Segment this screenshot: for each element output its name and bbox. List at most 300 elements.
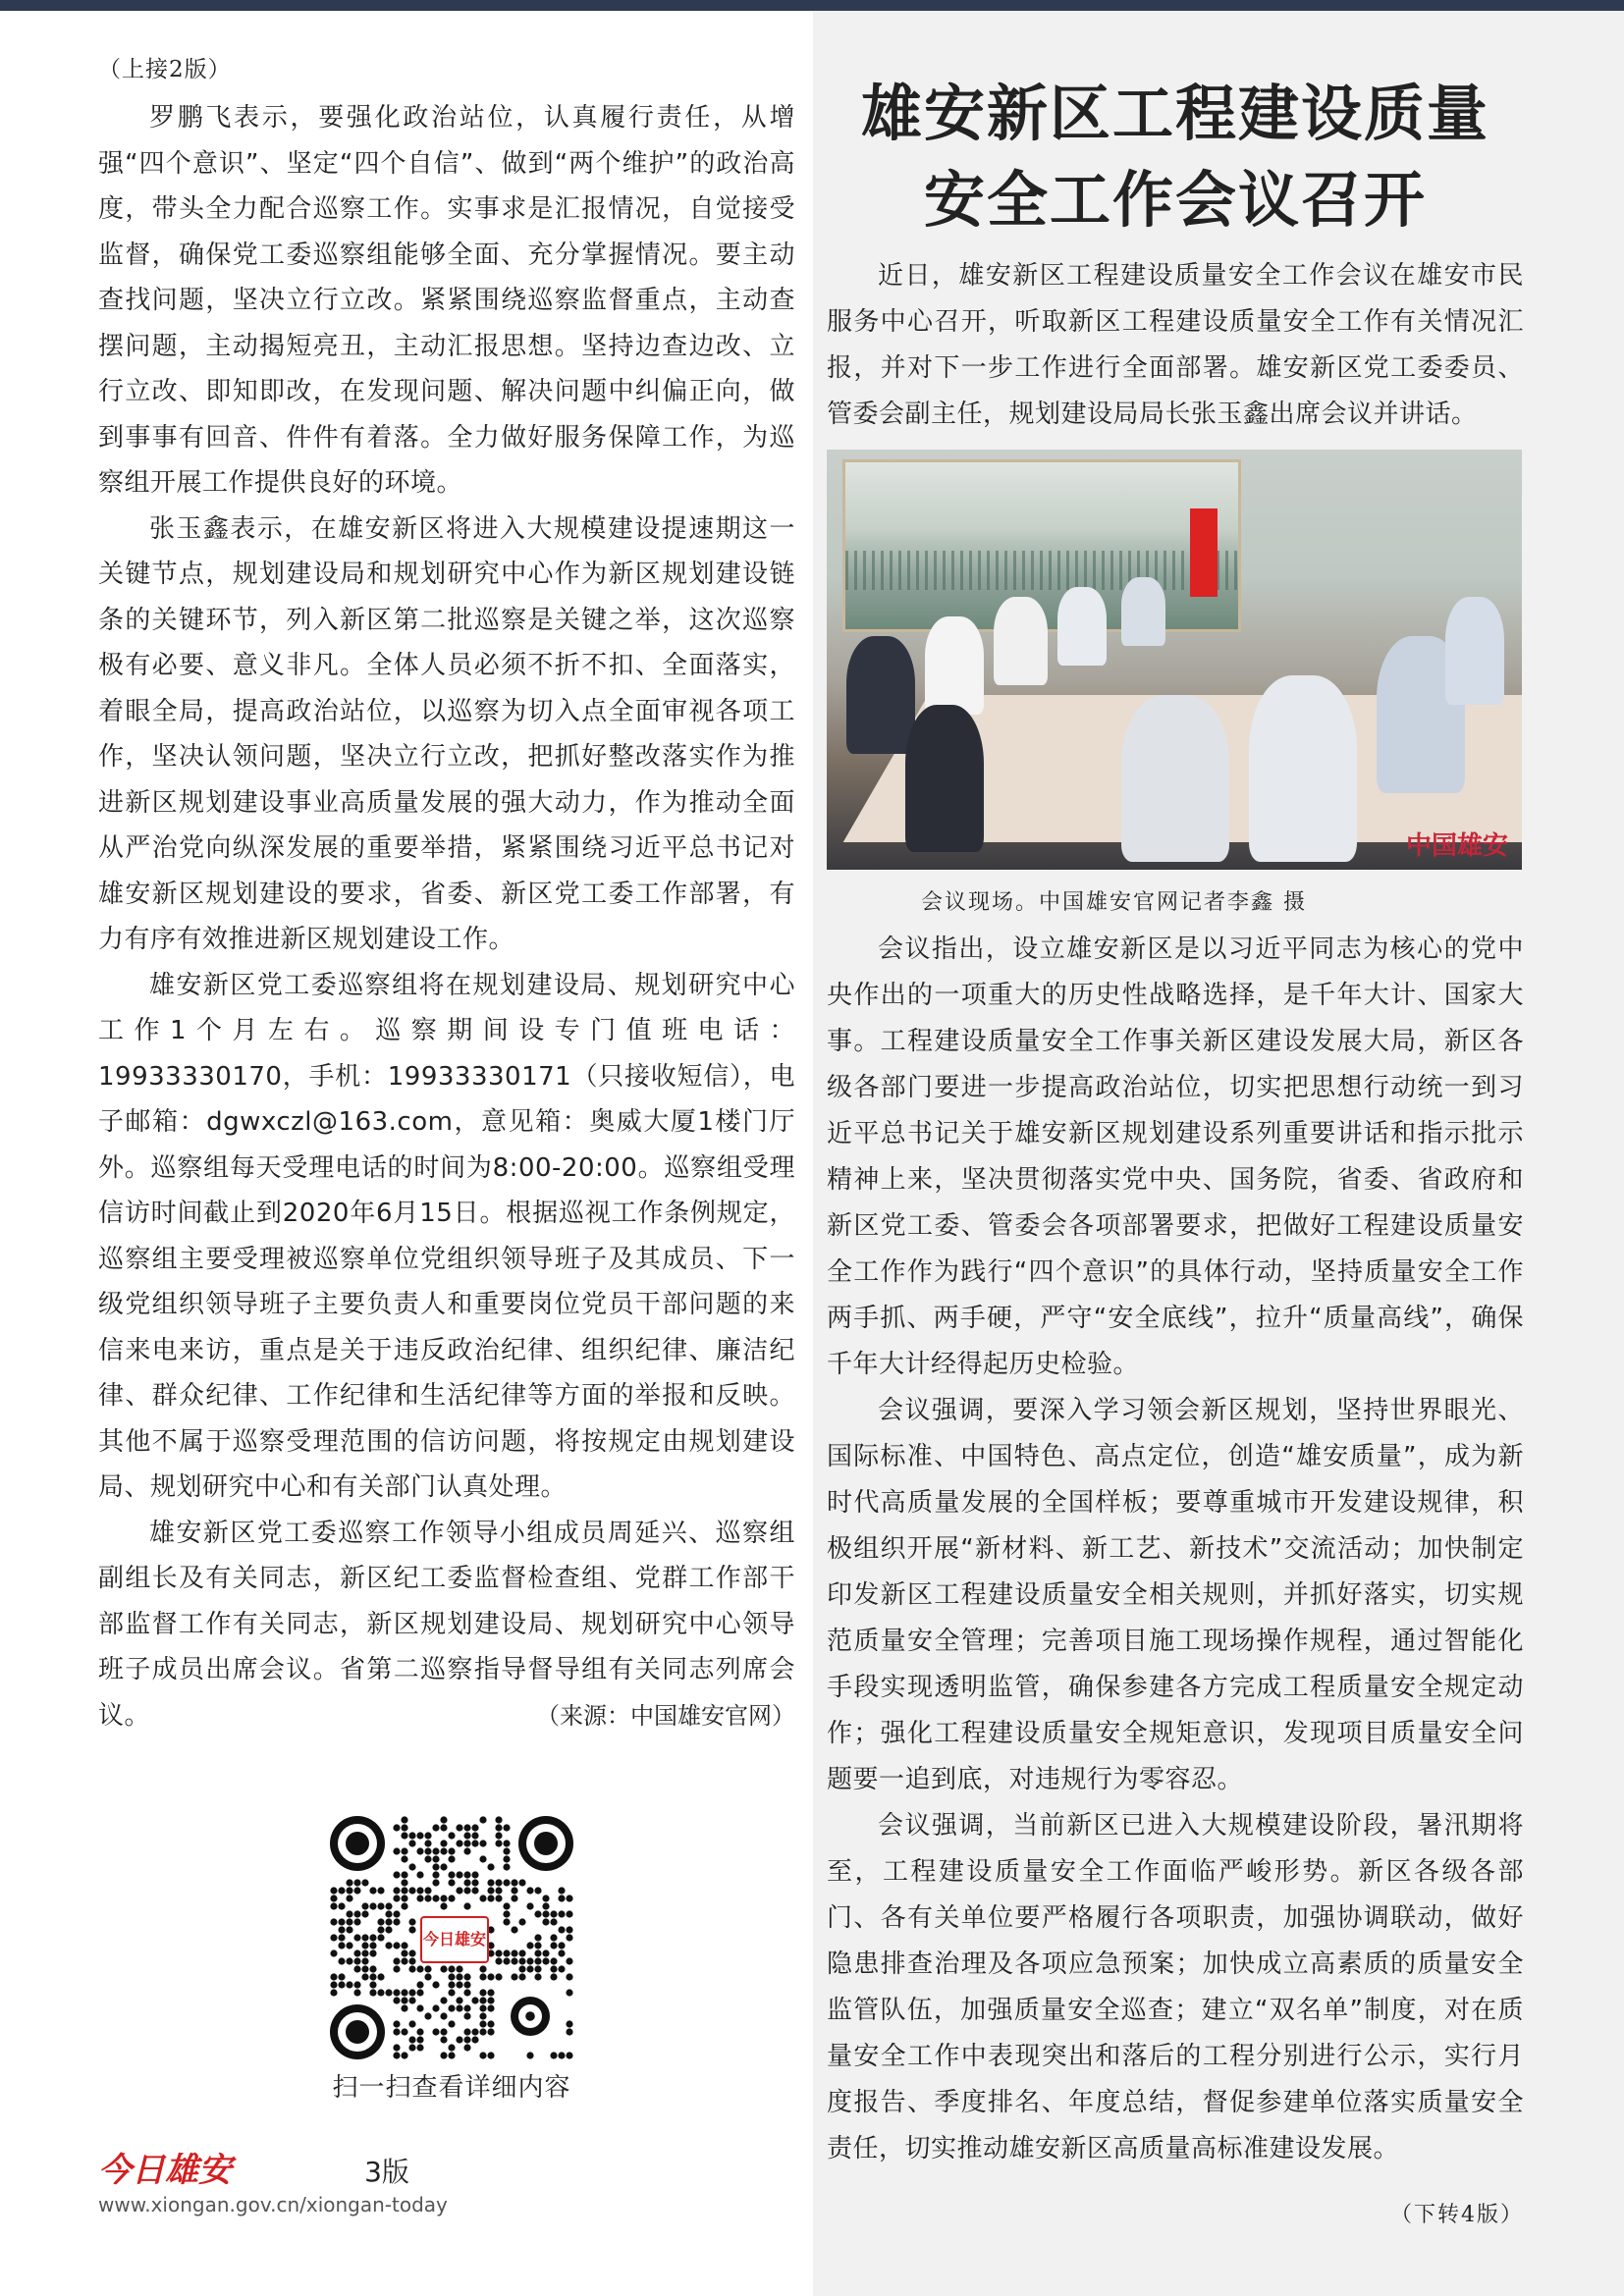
qr-module [377,1989,384,1996]
qr-module [503,1918,510,1925]
qr-code[interactable] [330,1816,573,2059]
qr-module [369,1965,376,1972]
paragraph: 会议强调，要深入学习领会新区规划，坚持世界眼光、国际标准、中国特色、高点定位，创造“雄安质量”，成为新时代高质量发展的全国样板；要尊重城市开发建设规律，积极组织开展“新材料、新工艺、新技术”交流活动；加快制定印发新区工程建设质量安全相关规则，并抓好落实，切实规范质量安全管理；完善项目施工现场操作规程，通过智能化手段实现透明监管，确保参建各方完成工程质量安全规定动作；强化工程建设质量安全规矩意识，发现项目质量安全问题要一追到底，对违规行为零容忍。 [827,1396,1524,1794]
qr-module [463,1902,470,1909]
qr-module [408,1989,415,1996]
qr-module [440,1847,447,1854]
qr-module [511,1879,517,1886]
qr-module [526,1942,533,1949]
qr-module [361,1879,368,1886]
qr-module [401,1855,407,1862]
qr-module [393,1847,400,1854]
qr-module [534,1965,541,1972]
qr-module [471,1824,478,1831]
qr-module [353,1981,360,1988]
qr-module [346,1942,352,1949]
qr-module [393,1824,400,1831]
intro-paragraph: 近日，雄安新区工程建设质量安全工作会议在雄安市民服务中心召开，听取新区工程建设质量安全工作有关情况汇报，并对下一步工作进行全面部署。雄安新区党工委委员、管委会副主任，规划建设局局长张玉鑫出席会议并讲话。 [827,261,1524,429]
qr-module [432,1871,439,1878]
qr-module [338,1973,345,1980]
qr-module [440,1997,447,2003]
qr-module [463,2044,470,2051]
qr-module [479,2020,486,2027]
qr-module [526,1902,533,1909]
qr-module [346,1918,352,1925]
qr-module [479,1855,486,1862]
qr-module [487,1879,494,1886]
qr-module [330,1895,337,1901]
qr-module [471,2036,478,2043]
qr-module [346,1910,352,1917]
qr-module [456,2036,462,2043]
qr-module [526,1965,533,1972]
qr-module [566,1934,572,1941]
qr-module [463,1879,470,1886]
qr-module [456,1973,462,1980]
qr-module [424,1855,431,1862]
qr-module [487,1887,494,1894]
brand-logo: 今日雄安 [98,2151,232,2190]
qr-module [353,1887,360,1894]
qr-module [495,1879,502,1886]
qr-module [534,1934,541,1941]
article-title [827,71,1524,243]
qr-module [385,1989,392,1996]
qr-module [353,1879,360,1886]
qr-module [487,2028,494,2035]
qr-module [353,1957,360,1964]
qr-module [338,1934,345,1941]
qr-module [487,2004,494,2011]
qr-module [558,1910,565,1917]
qr-module [361,1934,368,1941]
qr-module [393,2028,400,2035]
qr-module [456,1871,462,1878]
qr-logo: 今日雄安 [420,1916,489,1963]
paragraph: 会议强调，当前新区已进入大规模建设阶段，暑汛期将至，工程建设质量安全工作面临严峻形势。新区各级各部门、各有关单位要严格履行各项职责，加强协调联动，做好隐患排查治理及各项应急预案；加快成立高素质的质量安全监管队伍，加强质量安全巡查；建立“双名单”制度，对在质量安全工作中表现突出和落后的工程分别进行公示，实行月度报告、季度排名、年度总结，督促参建单位落实质量安全责任，切实推动雄安新区高质量高标准建设发展。 [827,1811,1524,2163]
qr-module [518,1957,525,1964]
qr-module [408,1918,415,1925]
qr-module [330,1981,337,1988]
qr-module [408,1840,415,1846]
qr-module [566,1957,572,1964]
qr-module [338,1926,345,1933]
qr-module [330,1949,337,1956]
qr-module [479,2004,486,2011]
qr-module [385,1902,392,1909]
qr-module [503,1824,510,1831]
qr-module [401,1949,407,1956]
qr-module [338,1942,345,1949]
qr-module [558,1965,565,1972]
qr-module [416,2028,423,2035]
qr-module [432,2004,439,2011]
qr-finder [525,2011,535,2021]
person [1057,587,1107,666]
qr-module [479,1997,486,2003]
qr-module [511,1957,517,1964]
qr-module [479,1816,486,1823]
qr-module [401,1816,407,1823]
qr-module [558,1926,565,1933]
qr-module [511,1895,517,1901]
title-line-1: 雄安新区工程建设质量 [860,78,1489,149]
qr-module [338,1887,345,1894]
qr-module [393,2044,400,2051]
qr-module [416,1887,423,1894]
qr-module [518,1965,525,1972]
qr-module [369,1887,376,1894]
qr-module [448,2044,455,2051]
qr-module [558,1887,565,1894]
qr-module [479,1973,486,1980]
qr-module [377,1918,384,1925]
qr-module [408,1965,415,1972]
qr-module [440,2036,447,2043]
qr-module [416,1847,423,1854]
qr-module [346,1895,352,1901]
qr-module [377,1887,384,1894]
qr-module [408,2020,415,2027]
qr-module [456,1840,462,1846]
qr-module [503,1949,510,1956]
right-column [827,71,1524,2228]
qr-module [424,2012,431,2019]
qr-module [440,1965,447,1972]
title-line-2: 安全工作会议召开 [923,164,1427,236]
qr-module [495,1895,502,1901]
qr-module [471,1879,478,1886]
qr-module [432,1855,439,1862]
qr-module [550,1965,557,1972]
qr-module [479,2052,486,2058]
qr-module [432,2028,439,2035]
qr-module [487,1997,494,2003]
qr-module [463,1824,470,1831]
qr-module [346,1879,352,1886]
qr-module [479,1989,486,1996]
qr-module [424,1840,431,1846]
qr-module [440,1824,447,1831]
qr-module [550,1918,557,1925]
qr-module [495,1949,502,1956]
qr-module [566,1926,572,1933]
flag [1190,508,1218,597]
qr-module [369,1989,376,1996]
qr-module [511,1926,517,1933]
qr-module [330,1934,337,1941]
person [846,636,915,754]
qr-module [369,1942,376,1949]
qr-module [416,1895,423,1901]
qr-module [361,1949,368,1956]
qr-module [393,1942,400,1949]
qr-module [361,1965,368,1972]
qr-finder [346,1832,369,1855]
qr-module [463,1832,470,1839]
qr-module [432,1895,439,1901]
paragraph: 会议指出，设立雄安新区是以习近平同志为核心的党中央作出的一项重大的历史性战略选择，是千年大计、国家大事。工程建设质量安全工作事关新区建设发展大局，新区各级各部门要进一步提高政治站位，切实把思想行动统一到习近平总书记关于雄安新区规划建设系列重要讲话和指示批示精神上来，坚决贯彻落实党中央、国务院，省委、省政府和新区党工委、管委会各项部署要求，把做好工程建设质量安全工作作为践行“四个意识”的具体行动，坚持质量安全工作两手抓、两手硬，严守“安全底线”，拉升“质量高线”，确保千年大计经得起历史检验。 [827,934,1524,1379]
qr-module [401,2004,407,2011]
qr-module [440,2052,447,2058]
qr-module [526,1957,533,1964]
qr-module [558,2052,565,2058]
qr-module [503,1840,510,1846]
qr-module [377,1973,384,1980]
qr-module [393,1957,400,1964]
qr-module [330,1887,337,1894]
source-note: （来源：中国雄安官网） [536,1702,795,1730]
qr-module [346,1887,352,1894]
qr-module [424,1847,431,1854]
qr-module [408,2036,415,2043]
qr-module [361,1957,368,1964]
qr-module [393,1910,400,1917]
qr-module [448,1965,455,1972]
qr-module [401,1895,407,1901]
qr-module [424,1965,431,1972]
qr-module [424,1887,431,1894]
qr-module [495,1957,502,1964]
qr-module [456,1824,462,1831]
qr-module [550,1934,557,1941]
qr-module [503,1855,510,1862]
qr-module [456,1965,462,1972]
photo-caption: 会议现场。中国雄安官网记者李鑫 摄 [921,890,1307,915]
qr-module [401,1942,407,1949]
qr-module [463,2012,470,2019]
paragraph: 张玉鑫表示，在雄安新区将进入大规模建设提速期这一关键节点，规划建设局和规划研究中心作为新区规划建设链条的关键环节，列入新区第二批巡察是关键之举，这次巡察极有必要、意义非凡。全体人员必须不折不扣、全面落实，着眼全局，提高政治站位，以巡察为切入点全面审视各项工作，坚决认领问题，坚决立行立改，把抓好整改落实作为推进新区规划建设事业高质量发展的强大动力，作为推动全面从严治党向纵深发展的重要举措，紧紧围绕习近平总书记对雄安新区规划建设的要求，省委、新区党工委工作部署，有力有序有效推进新区规划建设工作。 [98,513,795,954]
qr-module [448,1981,455,1988]
qr-module [463,1973,470,1980]
qr-module [487,2020,494,2027]
qr-module [518,1879,525,1886]
qr-module [534,1949,541,1956]
qr-module [503,1957,510,1964]
qr-module [393,1887,400,1894]
qr-module [408,1863,415,1870]
qr-module [471,1997,478,2003]
qr-module [401,1989,407,1996]
qr-module [542,1910,549,1917]
qr-module [393,2052,400,2058]
qr-module [487,1989,494,1996]
person [925,616,984,715]
qr-module [393,1997,400,2003]
qr-module [566,2028,572,2035]
qr-module [487,2052,494,2058]
qr-module [566,2052,572,2058]
qr-module [346,1957,352,1964]
qr-module [338,1918,345,1925]
qr-module [448,1879,455,1886]
qr-module [448,1855,455,1862]
qr-module [487,1973,494,1980]
qr-module [440,2028,447,2035]
qr-module [511,1887,517,1894]
paragraph: 罗鹏飞表示，要强化政治站位，认真履行责任，从增强“四个意识”、坚定“四个自信”、做到“两个维护”的政治高度，带头全力配合巡察工作。实事求是汇报情况，自觉接受监督，确保党工委巡察组能够全面、充分掌握情况。要主动查找问题，坚决立行立改。紧紧围绕巡察监督重点，主动查摆问题，主动揭短亮丑，主动汇报思想。坚持边查边改、立行立改、即知即改，在发现问题、解决问题中纠偏正向，做到事事有回音、件件有着落。全力做好服务保障工作，为巡察组开展工作提供良好的环境。 [98,103,795,498]
qr-module [487,1863,494,1870]
qr-module [361,1910,368,1917]
qr-module [558,1949,565,1956]
qr-module [550,1973,557,1980]
qr-module [479,1840,486,1846]
person [1445,597,1504,705]
footer [98,2143,550,2216]
qr-module [463,1847,470,1854]
qr-module [542,1957,549,1964]
qr-module [456,2004,462,2011]
qr-module [448,1847,455,1854]
qr-module [542,1902,549,1909]
qr-module [432,1824,439,1831]
qr-module [440,2012,447,2019]
qr-module [385,1926,392,1933]
qr-module [401,2028,407,2035]
qr-module [416,1965,423,1972]
qr-module [566,1895,572,1901]
qr-module [338,1957,345,1964]
top-bar [0,0,1624,11]
qr-module [463,2028,470,2035]
qr-module [338,1981,345,1988]
meeting-photo [827,450,1522,870]
qr-module [408,1997,415,2003]
qr-module [566,2020,572,2027]
qr-module [479,2012,486,2019]
qr-module [479,1965,486,1972]
site-url[interactable]: www.xiongan.gov.cn/xiongan-today [98,2193,448,2216]
qr-module [558,1895,565,1901]
qr-module [346,1926,352,1933]
qr-module [408,1832,415,1839]
qr-module [463,1871,470,1878]
qr-module [448,1895,455,1901]
qr-module [503,1847,510,1854]
qr-module [361,1973,368,1980]
qr-module [377,1934,384,1941]
qr-module [432,1981,439,1988]
qr-module [393,1895,400,1901]
qr-module [369,1934,376,1941]
photo-watermark: 中国雄安 [1405,831,1508,861]
qr-module [495,1832,502,1839]
qr-module [416,2036,423,2043]
qr-module [416,2044,423,2051]
qr-module [440,1816,447,1823]
person [1249,675,1357,862]
qr-module [518,1918,525,1925]
qr-module [534,1887,541,1894]
qr-module [448,1973,455,1980]
qr-module [401,1902,407,1909]
qr-module [393,1918,400,1925]
person [1121,577,1165,646]
qr-module [526,1887,533,1894]
qr-module [408,1926,415,1933]
qr-module [566,1910,572,1917]
continue-from-note: （上接2版） [98,57,232,82]
qr-module [408,2044,415,2051]
qr-module [353,1965,360,1972]
qr-module [495,1973,502,1980]
qr-module [377,1902,384,1909]
qr-module [463,1989,470,1996]
qr-module [416,1871,423,1878]
paragraph: 雄安新区党工委巡察工作领导小组成员周延兴、巡察组副组长及有关同志，新区纪工委监督检查组、党群工作部干部监督工作有关同志，新区规划建设局、规划研究中心领导班子成员出席会议。省第二巡察指导督导组有关同志列席会议。 [98,1518,795,1731]
qr-module [393,1965,400,1972]
qr-module [534,1957,541,1964]
qr-module [424,1895,431,1901]
qr-module [330,1918,337,1925]
qr-module [558,1942,565,1949]
qr-module [456,1887,462,1894]
qr-module [550,1942,557,1949]
qr-module [440,1895,447,1901]
qr-module [432,1879,439,1886]
qr-module [416,1989,423,1996]
qr-module [456,1981,462,1988]
qr-module [401,2052,407,2058]
qr-module [463,1887,470,1894]
qr-module [408,1887,415,1894]
qr-module [471,1840,478,1846]
qr-module [408,1957,415,1964]
qr-module [463,1840,470,1846]
page-number: 3版 [364,2156,409,2188]
qr-module [511,1949,517,1956]
left-column [98,51,795,1739]
qr-module [401,1879,407,1886]
paragraph: 雄安新区党工委巡察组将在规划建设局、规划研究中心工作1个月左右。巡察期间设专门值班电话：19933330170，手机：19933330171（只接收短信），电子邮箱：dgwxczl@163.com，意见箱：奥威大厦1楼门厅外。巡察组每天受理电话的时间为8:00-20:00。巡察组受理信访时间截止到2020年6月15日。根据巡视工作条例规定，巡察组主要受理被巡察单位党组织领导班子及其成员、下一级党组织领导班子主要负责人和重要岗位党员干部问题的来信来电来访，重点是关于违反政治纪律、组织纪律、廉洁纪律、群众纪律、工作纪律和生活纪律等方面的举报和反映。其他不属于巡察受理范围的信访问题，将按规定由规划建设局、规划研究中心和有关部门认真处理。 [98,970,795,1502]
qr-module [463,2036,470,2043]
qr-module [495,1887,502,1894]
qr-module [495,1840,502,1846]
qr-module [503,1902,510,1909]
qr-module [534,1973,541,1980]
qr-module [448,2020,455,2027]
qr-module [479,2028,486,2035]
qr-module [385,1910,392,1917]
qr-module [566,1973,572,1980]
qr-module [401,1832,407,1839]
qr-module [566,1989,572,1996]
qr-module [518,1949,525,1956]
qr-module [518,1973,525,1980]
qr-module [542,1895,549,1901]
qr-module [377,1926,384,1933]
qr-module [369,1949,376,1956]
qr-module [346,1981,352,1988]
qr-module [353,1989,360,1996]
qr-module [385,1918,392,1925]
qr-module [526,2052,533,2058]
qr-module [353,1949,360,1956]
person [905,705,984,852]
qr-module [353,1910,360,1917]
qr-module [550,1910,557,1917]
qr-module [471,1887,478,1894]
qr-module [503,1879,510,1886]
qr-module [330,1973,337,1980]
qr-module [463,1981,470,1988]
qr-module [503,1910,510,1917]
qr-module [534,1942,541,1949]
qr-module [401,1847,407,1854]
wall-painting [842,459,1241,632]
qr-module [534,1910,541,1917]
qr-module [463,2004,470,2011]
